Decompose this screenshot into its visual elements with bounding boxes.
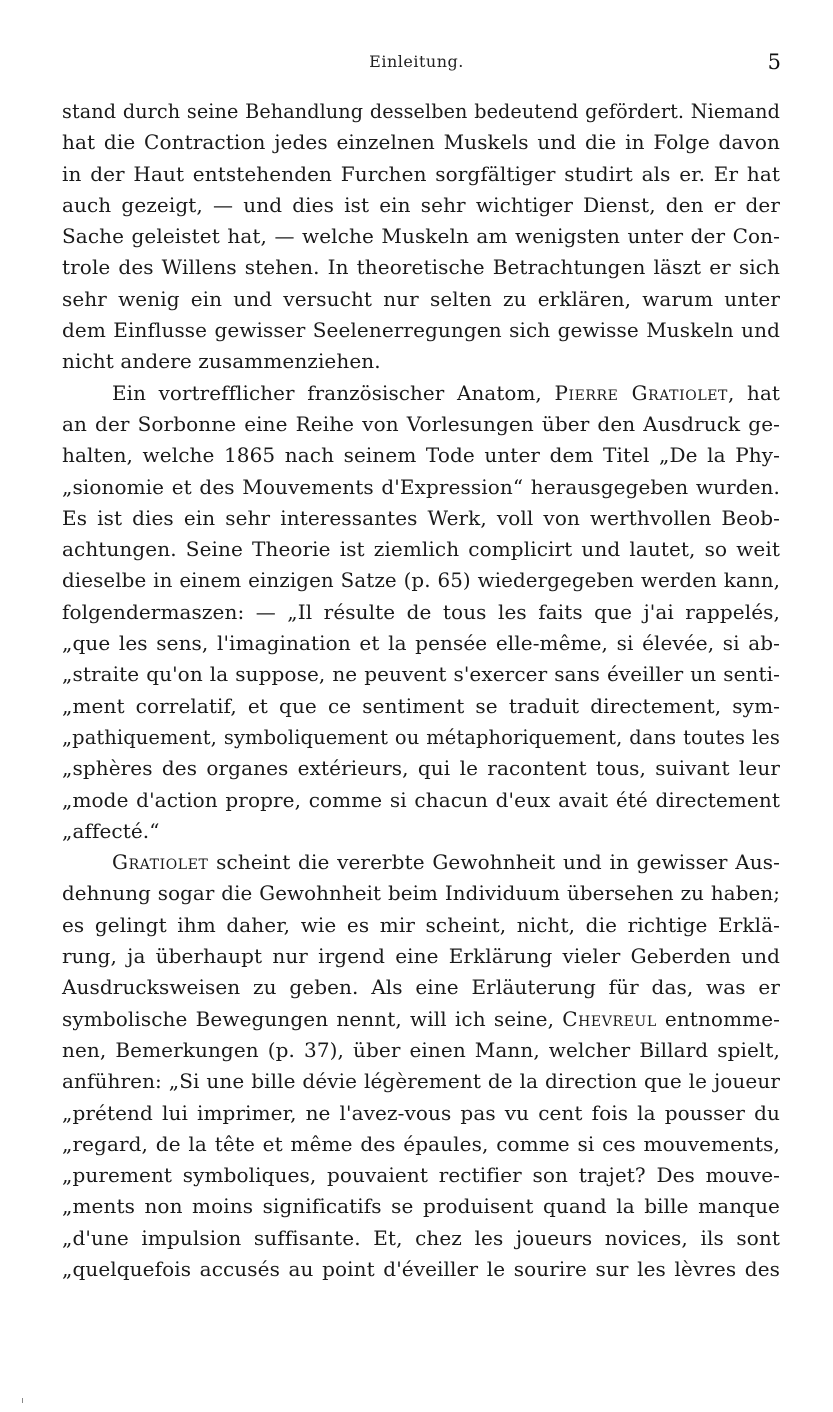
text-line: folgendermaszen: — „Il résulte de tous les faits que j'ai rappelés, [62,599,780,624]
text-line: sehr wenig ein und versucht nur selten zu erklären, warum unter [62,286,780,311]
author-name: Chevreul [562,1006,657,1031]
text-line: „d'une impulsion suffisante. Et, chez les joueurs novices, ils sont [62,1225,780,1250]
text-line: Es ist dies ein sehr interessantes Werk, voll von werthvollen Beob- [62,505,780,530]
text-line: dieselbe in einem einzigen Satze (p. 65) wiedergegeben werden kann, [62,569,780,593]
author-name: Gratiolet [112,850,209,875]
text-line: halten, welche 1865 nach seinem Tode unter dem Titel „De la Phy- [62,443,780,468]
text-line: achtungen. Seine Theorie ist ziemlich complicirt und lautet, so weit [62,537,780,562]
text-line: Ein vortrefflicher französischer Anatom, Pierre Gratiolet, hat [112,381,780,405]
text-line: dem Einflusse gewisser Seelenerregungen sich gewisse Muskeln und [62,318,780,343]
text-line: „purement symboliques, pouvaient rectifier son trajet? Des mouve- [62,1163,780,1188]
running-header [0,50,833,76]
text-line: trole des Willens stehen. In theoretische Betrachtungen läszt er sich [62,255,780,280]
text-line: „sphères des organes extérieurs, qui le racontent tous, suivant leur [62,756,780,781]
text-line: auch gezeigt, — und dies ist ein sehr wichtiger Dienst, den er der [62,192,780,217]
author-name: Pierre Gratiolet [554,381,728,405]
text-line: „ment correlatif, et que ce sentiment se traduit directement, sym- [62,693,780,718]
text-line: „quelquefois accusés au point d'éveiller le sourire sur les lèvres des [62,1256,780,1281]
text-line: an der Sorbonne eine Reihe von Vorlesungen über den Ausdruck ge- [62,411,780,436]
text-line: in der Haut entstehenden Furchen sorgfältiger studirt als er. Er hat [62,161,780,186]
text-line: „mode d'action propre, comme si chacun d'eux avait été directement [62,787,780,812]
scan-speck [22,1398,23,1403]
text-line: hat die Contraction jedes einzelnen Muskels und die in Folge davon [62,130,780,155]
body-text [62,96,780,1285]
text-line: Ausdrucksweisen zu geben. Als eine Erläuterung für das, was er [62,975,780,1000]
text-line: „straite qu'on la suppose, ne peuvent s'exercer sans éveiller un senti- [62,662,780,687]
text-line: „regard, de la tête et même des épaules, comme si ces mouvements, [62,1131,780,1156]
text-line: Gratiolet scheint die vererbte Gewohnheit und in gewisser Aus- [112,850,780,875]
text-line: „sionomie et des Mouvements d'Expression“ herausgegeben wurden. [62,474,780,499]
text-line: nen, Bemerkungen (p. 37), über einen Mann, welcher Billard spielt, [62,1037,780,1062]
running-title: Einleitung. [369,52,464,71]
text-line: „que les sens, l'imagination et la pensée elle-même, si élevée, si ab- [62,631,780,656]
text-line: es gelingt ihm daher, wie es mir scheint, nicht, die richtige Erklä- [62,912,780,937]
text-line: Sache geleistet hat, — welche Muskeln am wenigsten unter der Con- [62,224,780,249]
text-line: rung, ja überhaupt nur irgend eine Erklärung vieler Geberden und [62,944,780,969]
text-line: „ments non moins significatifs se produisent quand la bille manque [62,1194,780,1219]
text-line: symbolische Bewegungen nennt, will ich seine, Chevreul entnomme- [62,1006,780,1031]
page-number: 5 [767,50,781,74]
text-line: anführen: „Si une bille dévie légèrement de la direction que le joueur [62,1069,780,1094]
text-line: stand durch seine Behandlung desselben bedeutend gefördert. Niemand [62,100,780,123]
text-line: „prétend lui imprimer, ne l'avez-vous pas vu cent fois la pousser du [62,1100,780,1125]
text-line: „pathiquement, symboliquement ou métaphoriquement, dans toutes les [62,725,780,749]
text-line: nicht andere zusammenziehen. [62,349,381,374]
text-line: dehnung sogar die Gewohnheit beim Individuum übersehen zu haben; [62,882,780,906]
text-line: „affecté.“ [62,818,160,843]
